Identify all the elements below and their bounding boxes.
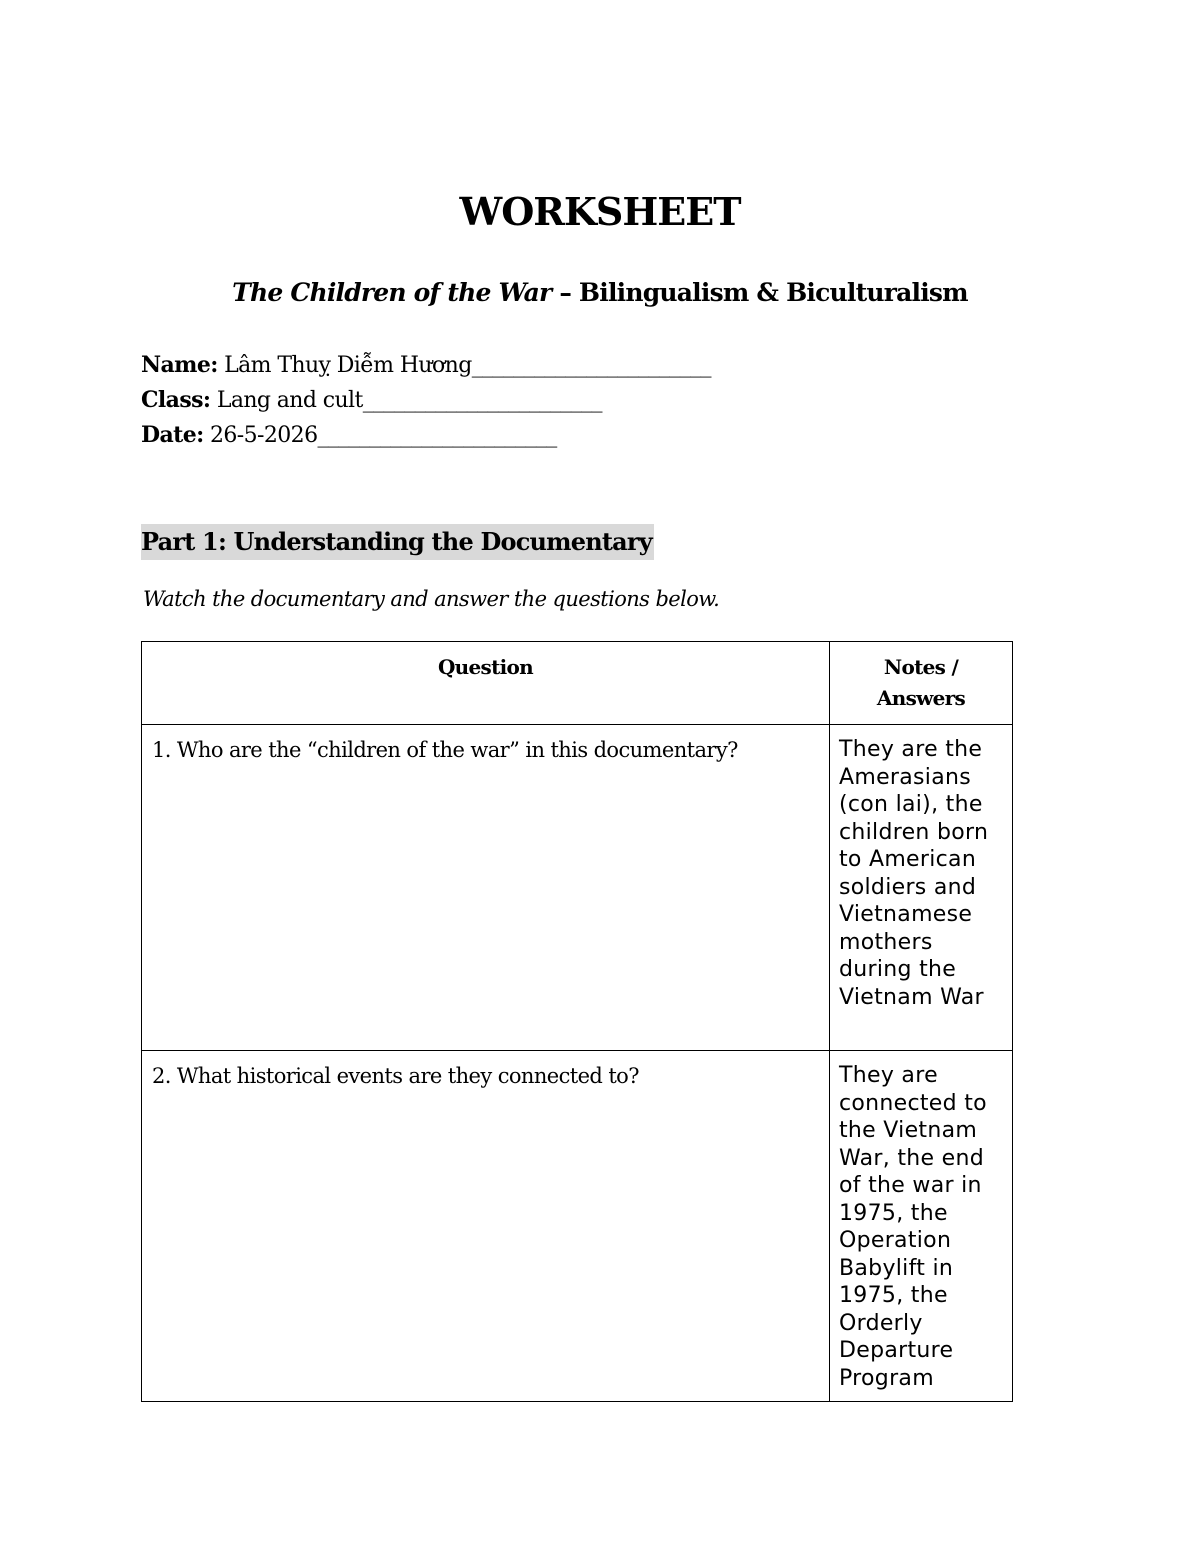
subtitle-rest: – Bilingualism & Biculturalism — [551, 278, 968, 307]
date-value[interactable]: 26-5-2026_______________________ — [203, 423, 557, 448]
table-header-row — [142, 642, 1013, 725]
worksheet-title: WORKSHEET — [459, 189, 741, 234]
worksheet-subtitle — [0, 276, 1200, 310]
student-info — [141, 348, 711, 453]
name-value[interactable]: Lâm Thuỵ Diễm Hương_______________________ — [217, 353, 711, 378]
part1-heading: Part 1: Understanding the Documentary — [141, 524, 654, 560]
date-label: Date: — [141, 422, 204, 448]
table-row — [142, 725, 1013, 1051]
date-row — [141, 418, 711, 453]
name-label: Name: — [141, 352, 218, 378]
answer-cell[interactable]: They are connected to the Vietnam War, the end of the war in 1975, the Operation Babylift in 1975, the Orderly Departure Program — [830, 1051, 1013, 1402]
question-cell: 1. Who are the “children of the war” in this documentary? — [142, 725, 830, 1051]
table-row — [142, 1051, 1013, 1402]
subtitle-italic: The Children of the War — [232, 278, 552, 307]
name-row — [141, 348, 711, 383]
answer-column-header: Notes / Answers — [830, 642, 1013, 725]
class-value[interactable]: Lang and cult_______________________ — [210, 388, 602, 413]
question-cell: 2. What historical events are they connected to? — [142, 1051, 830, 1402]
question-table — [141, 641, 1013, 1402]
part1-instruction: Watch the documentary and answer the questions below. — [143, 587, 720, 611]
class-label: Class: — [141, 387, 211, 413]
answer-cell[interactable]: They are the Amerasians (con lai), the children born to American soldiers and Vietnamese mothers during the Vietnam War — [830, 725, 1013, 1051]
class-row — [141, 383, 711, 418]
question-column-header: Question — [142, 642, 830, 725]
